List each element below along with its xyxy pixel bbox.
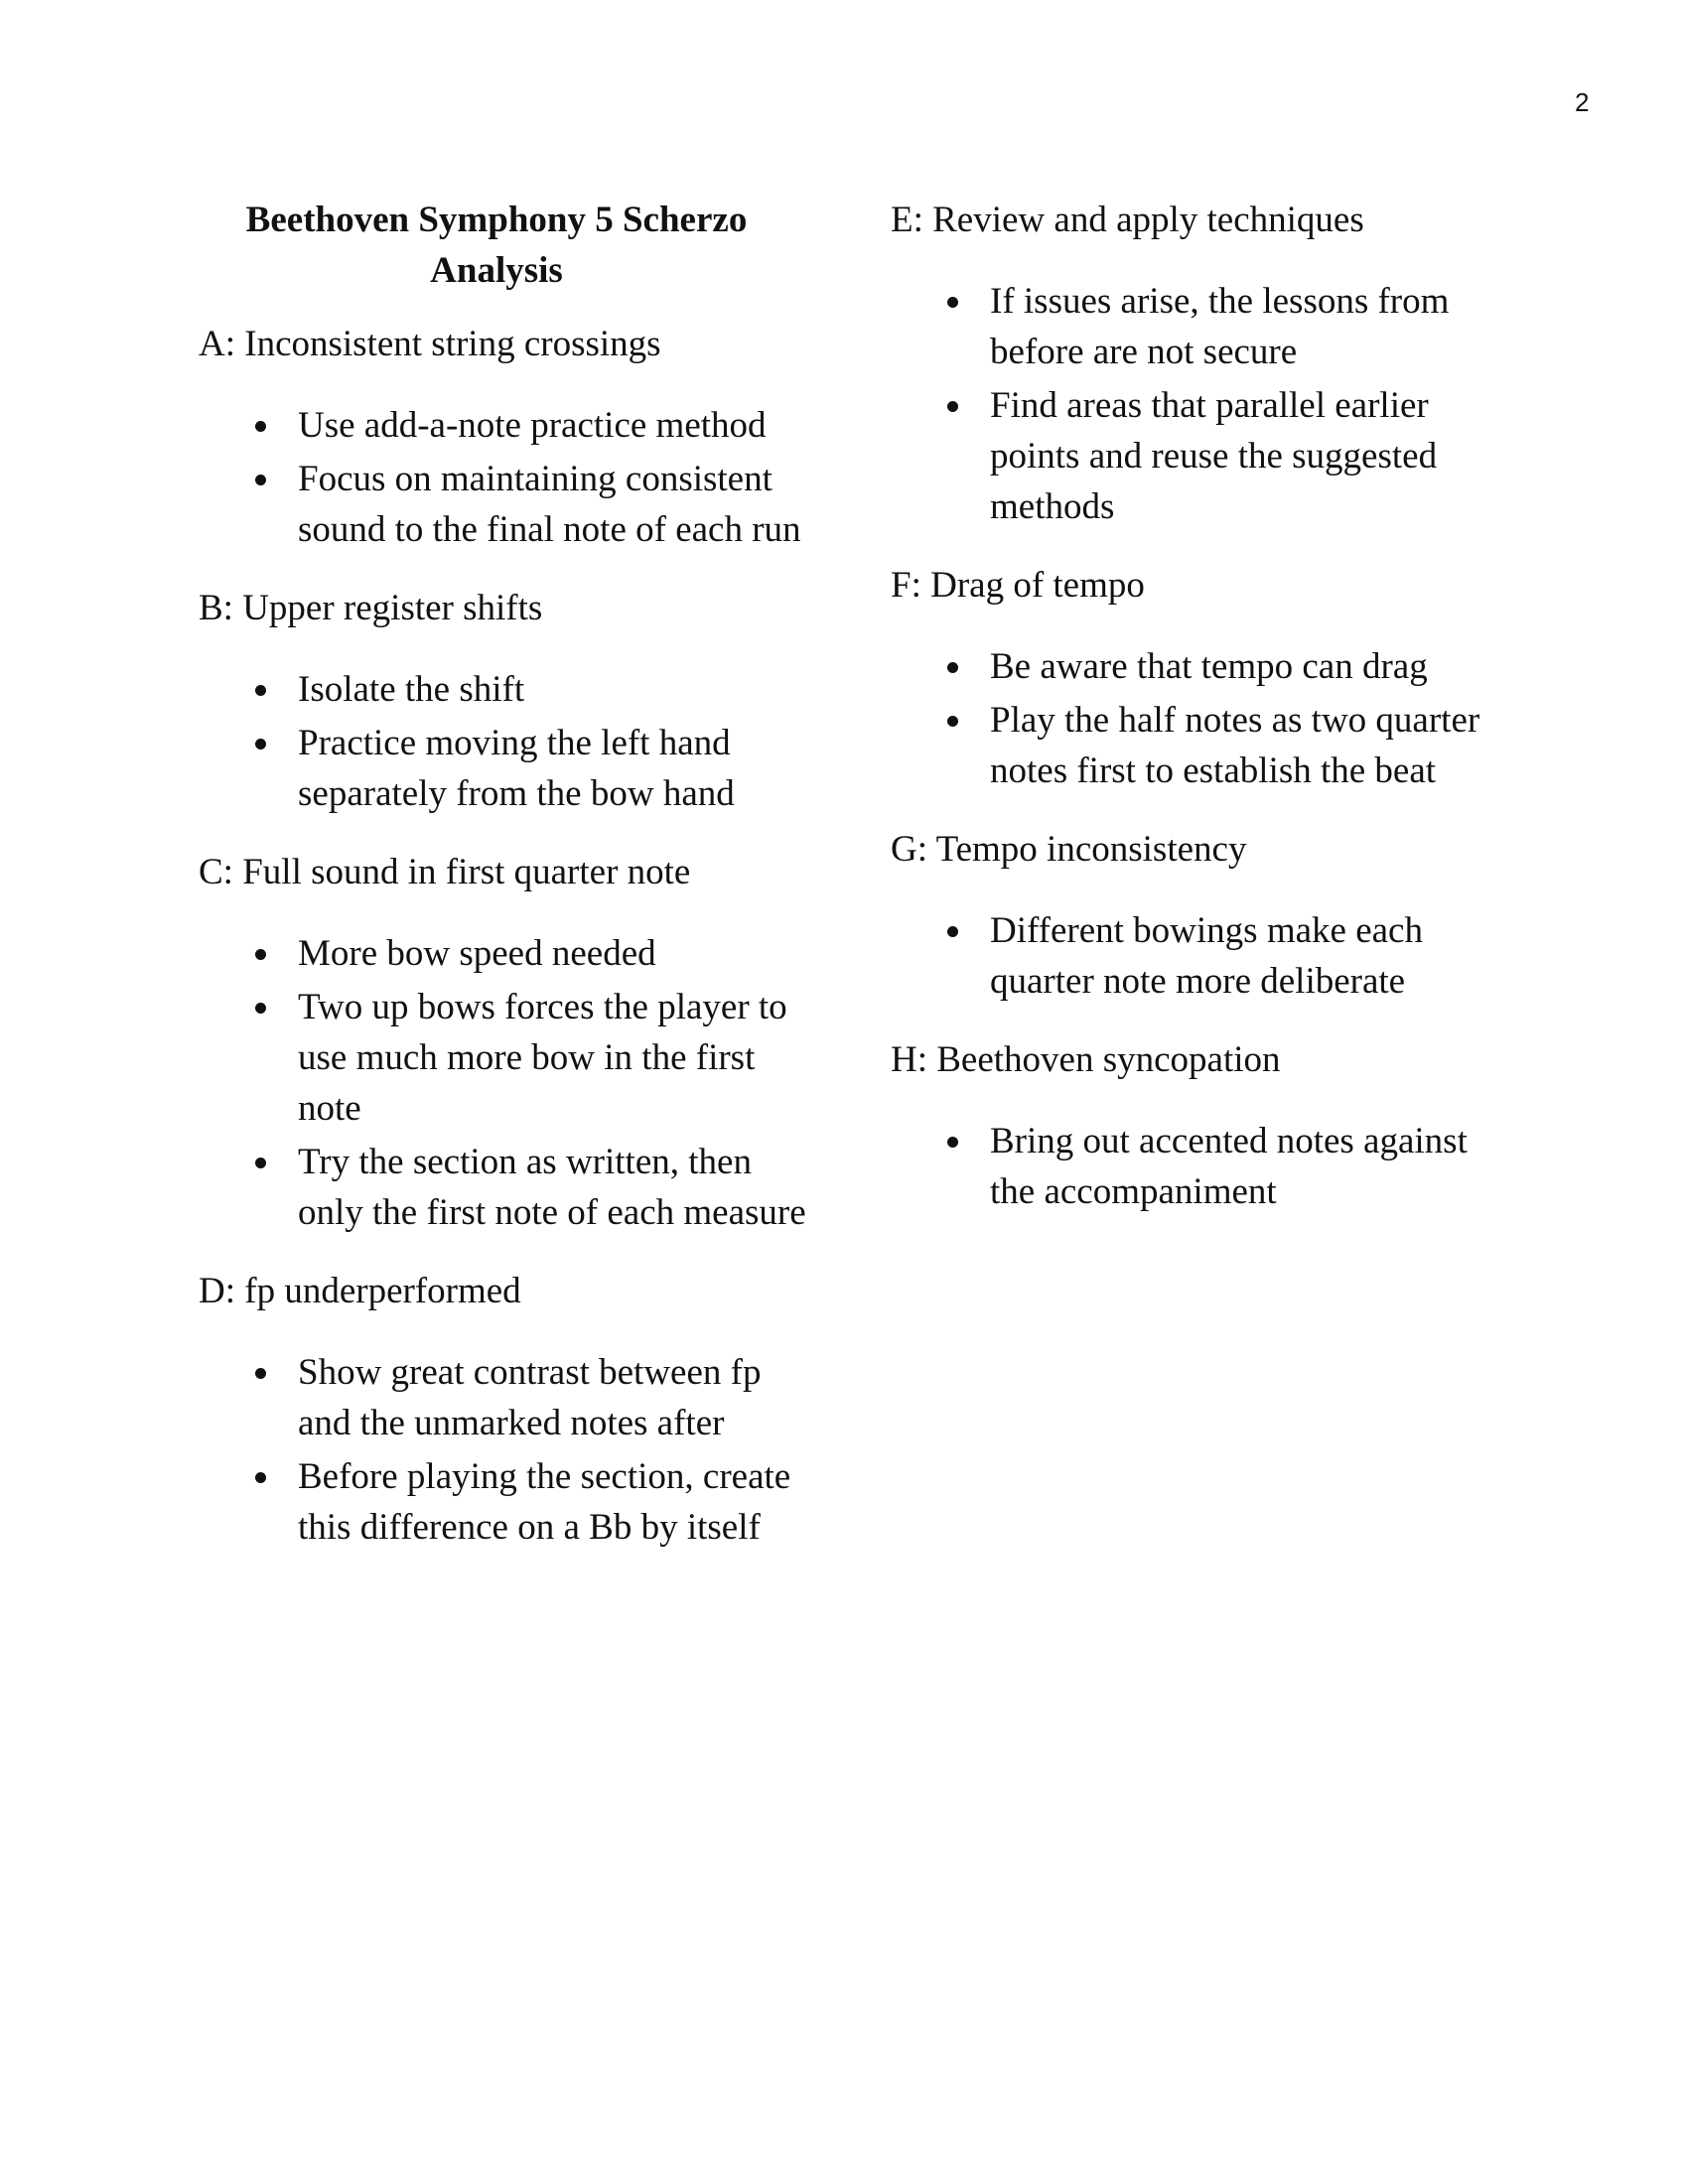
bullet-text: More bow speed needed <box>298 933 656 974</box>
bullet-icon <box>947 401 958 412</box>
bullet-item <box>891 641 1506 692</box>
right-column <box>891 195 1506 1245</box>
section-heading: F: Drag of tempo <box>891 565 1145 606</box>
bullet-icon <box>255 1368 266 1379</box>
bullet-icon <box>255 1003 266 1014</box>
bullet-item <box>199 718 814 819</box>
bullet-item <box>199 1137 814 1238</box>
bullet-icon <box>947 297 958 308</box>
bullet-item <box>891 905 1506 1007</box>
bullet-list <box>199 928 814 1238</box>
bullet-item <box>199 454 814 555</box>
bullet-item <box>199 664 814 715</box>
bullet-icon <box>255 421 266 432</box>
bullet-text: Play the half notes as two quarter notes first to establish the beat <box>990 700 1480 791</box>
bullet-icon <box>947 926 958 937</box>
section-g <box>891 824 1506 1007</box>
left-column <box>199 195 814 1580</box>
bullet-text: Find areas that parallel earlier points and reuse the suggested methods <box>990 385 1438 527</box>
bullet-text: If issues arise, the lessons from before are not secure <box>990 281 1450 372</box>
bullet-text: Focus on maintaining consistent sound to the final note of each run <box>298 459 801 550</box>
bullet-text: Two up bows forces the player to use much more bow in the first note <box>298 987 787 1129</box>
section-heading: H: Beethoven syncopation <box>891 1039 1281 1080</box>
bullet-text: Isolate the shift <box>298 669 525 710</box>
bullet-text: Practice moving the left hand separately from the bow hand <box>298 723 735 814</box>
bullet-icon <box>255 949 266 960</box>
bullet-list <box>891 1116 1506 1217</box>
bullet-item <box>891 695 1506 796</box>
bullet-item <box>891 380 1506 532</box>
bullet-text: Before playing the section, create this difference on a Bb by itself <box>298 1456 791 1548</box>
section-heading: C: Full sound in first quarter note <box>199 852 691 892</box>
bullet-icon <box>255 1472 266 1483</box>
section-f <box>891 560 1506 796</box>
document-title: Beethoven Symphony 5 Scherzo Analysis <box>245 200 748 291</box>
section-e <box>891 195 1506 532</box>
bullet-list <box>199 1347 814 1553</box>
bullet-item <box>199 1347 814 1448</box>
bullet-icon <box>255 475 266 485</box>
bullet-icon <box>255 739 266 750</box>
bullet-list <box>891 276 1506 532</box>
bullet-item <box>891 1116 1506 1217</box>
section-b <box>199 583 814 819</box>
section-h <box>891 1034 1506 1217</box>
bullet-item <box>199 400 814 451</box>
bullet-icon <box>255 1158 266 1168</box>
section-heading: A: Inconsistent string crossings <box>199 324 661 364</box>
section-a <box>199 319 814 555</box>
bullet-list <box>199 664 814 819</box>
section-c <box>199 847 814 1238</box>
bullet-icon <box>947 1137 958 1148</box>
bullet-item <box>199 1451 814 1553</box>
bullet-text: Try the section as written, then only the first note of each measure <box>298 1142 806 1233</box>
bullet-item <box>199 982 814 1134</box>
bullet-icon <box>947 662 958 673</box>
bullet-icon <box>255 685 266 696</box>
page-number: 2 <box>1575 87 1590 117</box>
section-heading: G: Tempo inconsistency <box>891 829 1247 870</box>
bullet-text: Use add-a-note practice method <box>298 405 767 446</box>
bullet-icon <box>947 716 958 727</box>
section-heading: E: Review and apply techniques <box>891 200 1364 240</box>
bullet-list <box>891 641 1506 796</box>
bullet-list <box>891 905 1506 1007</box>
section-d <box>199 1266 814 1553</box>
bullet-list <box>199 400 814 555</box>
bullet-text: Bring out accented notes against the accompaniment <box>990 1121 1468 1212</box>
section-heading: D: fp underperformed <box>199 1271 521 1311</box>
bullet-text: Show great contrast between fp and the unmarked notes after <box>298 1352 762 1443</box>
bullet-text: Different bowings make each quarter note more deliberate <box>990 910 1423 1002</box>
section-heading: B: Upper register shifts <box>199 588 543 628</box>
bullet-item <box>891 276 1506 377</box>
bullet-item <box>199 928 814 979</box>
bullet-text: Be aware that tempo can drag <box>990 646 1428 687</box>
